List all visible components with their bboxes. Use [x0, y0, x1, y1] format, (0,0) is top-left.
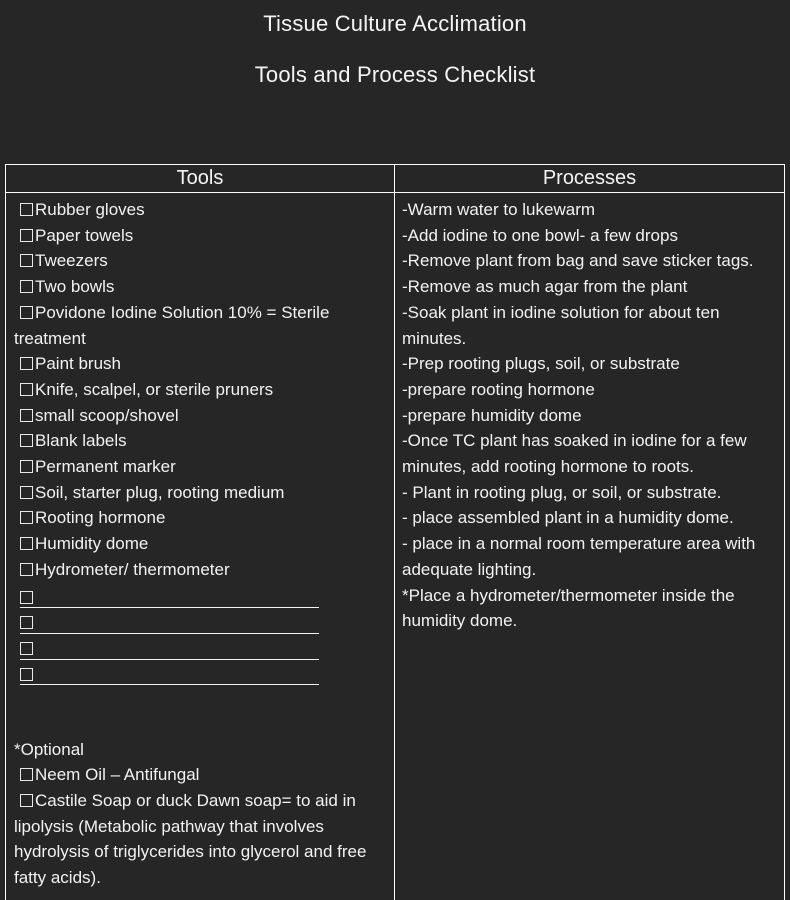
document-subtitle: Tools and Process Checklist [254, 62, 536, 87]
checkbox-icon[interactable] [20, 591, 33, 604]
checkbox-icon[interactable] [20, 409, 33, 422]
tool-item-label: small scoop/shovel [35, 405, 179, 425]
tool-item-label: Hydrometer/ thermometer [35, 559, 230, 579]
checkbox-icon[interactable] [20, 616, 33, 629]
process-step-label: -Warm water to lukewarm [402, 200, 596, 219]
process-step-label: -Remove plant from bag and save sticker tags. [402, 251, 754, 271]
process-step [402, 248, 778, 274]
processes-cell [395, 193, 784, 900]
process-step-label: -Add iodine to one bowl- a few drops [402, 225, 678, 245]
checkbox-icon[interactable] [20, 537, 33, 550]
process-step [402, 197, 778, 223]
tool-item [14, 454, 388, 480]
process-step [402, 428, 778, 479]
tool-item-label: Soil, starter plug, rooting medium [35, 482, 285, 502]
tool-item-label: Rubber gloves [35, 200, 145, 219]
tool-item [20, 608, 319, 634]
tool-item [14, 685, 388, 711]
tool-item [14, 351, 388, 377]
process-step-label: -Remove as much agar from the plant [402, 277, 688, 297]
tool-item [20, 660, 319, 686]
checkbox-icon[interactable] [20, 254, 33, 267]
tools-column-header: Tools [6, 165, 395, 193]
tool-item-label: Two bowls [35, 277, 115, 297]
tool-item [14, 737, 388, 763]
checkbox-icon[interactable] [20, 434, 33, 447]
checkbox-icon[interactable] [20, 563, 33, 576]
process-step [402, 403, 778, 429]
tool-item [14, 428, 388, 454]
checkbox-icon[interactable] [20, 383, 33, 396]
checkbox-icon[interactable] [20, 511, 33, 524]
process-step-label: - Plant in rooting plug, or soil, or substrate. [402, 482, 722, 502]
tool-item-label: Knife, scalpel, or sterile pruners [35, 379, 274, 399]
tool-item [14, 274, 388, 300]
process-step [402, 480, 778, 506]
process-step [402, 274, 778, 300]
checkbox-icon[interactable] [20, 486, 33, 499]
tool-item [14, 505, 388, 531]
checkbox-icon[interactable] [20, 203, 33, 216]
tool-item-label: Povidone Iodine Solution 10% = Sterile treatment [14, 302, 330, 348]
process-step-label: *Place a hydrometer/thermometer inside the humidity dome. [402, 585, 735, 631]
tool-item-label: Castile Soap or duck Dawn soap= to aid in lipolysis (Metabolic pathway that involves hydrolysis of triglycerides into glycerol and free fatty acids). [14, 791, 367, 888]
process-step [402, 377, 778, 403]
process-step [402, 531, 778, 582]
tool-item [14, 300, 388, 351]
tool-item [14, 248, 388, 274]
tools-list [6, 193, 394, 891]
checkbox-icon[interactable] [20, 280, 33, 293]
process-step [402, 583, 778, 634]
checkbox-icon[interactable] [20, 306, 33, 319]
process-step [402, 351, 778, 377]
tools-cell [6, 193, 395, 900]
tool-item-label: Rooting hormone [35, 508, 166, 528]
process-step-label: -prepare humidity dome [402, 405, 582, 425]
tool-item [14, 197, 388, 223]
process-step-label: -Once TC plant has soaked in iodine for a few minutes, add rooting hormone to roots. [402, 431, 747, 477]
tool-item-label: Paint brush [35, 354, 121, 374]
checkbox-icon[interactable] [20, 642, 33, 655]
checkbox-icon[interactable] [20, 357, 33, 370]
tool-item [14, 377, 388, 403]
process-step-label: -Soak plant in iodine solution for about ten minutes. [402, 302, 720, 348]
processes-column-header: Processes [395, 165, 784, 193]
process-step-label: - place assembled plant in a humidity dome. [402, 508, 734, 528]
tool-item [14, 762, 388, 788]
document-page [0, 11, 790, 888]
process-step [402, 223, 778, 249]
checkbox-icon[interactable] [20, 460, 33, 473]
process-step-label: - place in a normal room temperature area with adequate lighting. [402, 534, 756, 579]
tool-item [14, 223, 388, 249]
checkbox-icon[interactable] [20, 768, 33, 781]
process-step [402, 300, 778, 351]
tool-item [14, 403, 388, 429]
tool-item [20, 583, 319, 609]
tool-item-label: Blank labels [35, 431, 127, 451]
process-list [395, 193, 784, 634]
tool-item [20, 634, 319, 660]
tool-item [14, 711, 388, 737]
checkbox-icon[interactable] [20, 794, 33, 807]
process-step-label: -Prep rooting plugs, soil, or substrate [402, 354, 680, 374]
tool-item-label: *Optional [14, 739, 84, 759]
tool-item [14, 480, 388, 506]
document-title: Tissue Culture Acclimation [263, 11, 527, 36]
tool-item-label: Paper towels [35, 225, 134, 245]
process-step-label: -prepare rooting hormone [402, 379, 595, 399]
tool-item [14, 788, 388, 891]
checklist-table [5, 164, 785, 900]
checkbox-icon[interactable] [20, 229, 33, 242]
checkbox-icon[interactable] [20, 668, 33, 681]
process-step [402, 505, 778, 531]
tool-item-label: Permanent marker [35, 457, 176, 477]
tool-item-label: Tweezers [35, 251, 108, 271]
tool-item-label: Neem Oil – Antifungal [35, 765, 200, 785]
tool-item-label: Humidity dome [35, 534, 149, 554]
tool-item [14, 531, 388, 557]
tool-item [14, 557, 388, 583]
